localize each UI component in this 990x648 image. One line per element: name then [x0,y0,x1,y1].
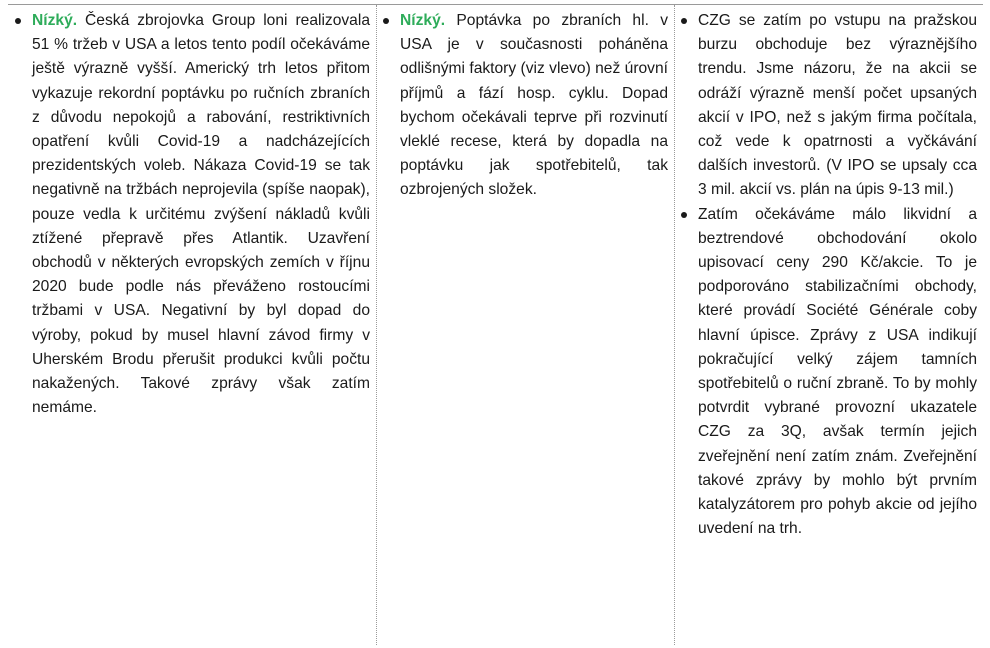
bullet-dot-icon [15,18,21,24]
bullet-text: Česká zbrojovka Group loni realizovala 51 % tržeb v USA a letos tento podíl očekáváme ještě výrazně vyšší. Americký trh letos přitom vykazuje rekordní poptávku po ručních zbraních z důvodu nepokojů a rabování, restriktivních opatření kvůli Covid-19 a nadcházejících prezidentských voleb. Nákaza Covid-19 se tak negativně na tržbách neprojevila (spíše naopak), pouze vedla k určitému zvýšení nákladů kvůli ztížené přepravě přes Atlantik. Uzavření obchodů v některých evropských zemích v říjnu 2020 bude podle nás převáženo rostoucími tržbami v USA. Negativní by byl dopad do výroby, pokud by musel hlavní závod firmy v Uherském Brodu přerušit produkci kvůli počtu nakažených. Takové zprávy však zatím nemáme. [32,12,370,417]
rating-label: Nízký. [32,12,86,29]
bullet-dot-icon [383,18,389,24]
bullet-dot-icon [681,18,687,24]
risk-table [8,4,983,645]
bullet-item-ipo [698,9,977,203]
bullet-text: Poptávka po zbraních hl. v USA je v současnosti poháněna odlišnými faktory (viz vlevo) než úrovní příjmů a fází hosp. cyklu. Dopad bychom očekávali teprve při rozvinutí vleklé recese, která by dopadla na poptávku jak spotřebitelů, tak ozbrojených složek. [400,12,668,199]
bullet-dot-icon [681,212,687,218]
rating-label: Nízký. [400,12,457,29]
bullet-item-recession [400,9,668,203]
column-stock-outlook [674,5,983,645]
bullet-item-covid [32,9,370,420]
bullet-text: Zatím očekáváme málo likvidní a beztrendové obchodování okolo upisovací ceny 290 Kč/akcie. To je podporováno stabilizačními obchody, které provádí Société Générale coby hlavní úpisce. Zprávy z USA indikují pokračující velký zájem tamních spotřebitelů o ruční zbraně. To by mohly potvrdit vybrané provozní ukazatele CZG za 3Q, avšak termín jejich zveřejnění není zatím znám. Zveřejnění takové zprávy by mohlo být prvním katalyzátorem pro pohyb akcie od jejího uvedení na trh. [698,205,977,538]
column-recession-impact [376,5,674,645]
bullet-text: CZG se zatím po vstupu na pražskou burzu obchoduje bez výraznějšího trendu. Jsme názoru, že na akcii se odráží výrazně menší počet upsaných akcií v IPO, než s jakým firma počítala, což vede k opatrnosti a vyčkávání dalších investorů. (V IPO se upsaly cca 3 mil. akcií vs. plán na úpis 9-13 mil.) [698,12,977,199]
column-covid-impact [8,5,376,645]
bullet-item-trading [698,203,977,542]
